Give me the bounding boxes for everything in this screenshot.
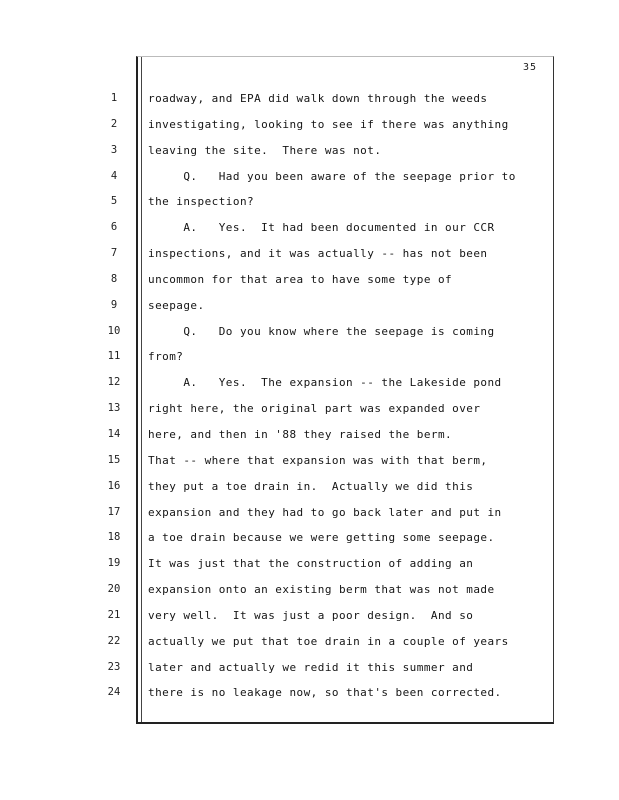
line-number: 5 [110, 195, 118, 208]
line-number: 16 [107, 479, 121, 492]
transcript-line: here, and then in '88 they raised the berm. [148, 427, 453, 441]
line-number: 24 [107, 686, 121, 699]
transcript-line: there is no leakage now, so that's been corrected. [148, 686, 502, 700]
line-number: 11 [107, 350, 121, 363]
transcript-line: uncommon for that area to have some type of [148, 272, 453, 286]
transcript-line: later and actually we redid it this summer and [148, 660, 474, 674]
line-number: 2 [110, 117, 118, 130]
transcript-line: very well. It was just a poor design. And so [148, 608, 474, 622]
line-number: 22 [107, 634, 121, 647]
transcript-line: the inspection? [148, 195, 255, 209]
line-number: 4 [110, 169, 118, 182]
line-number: 23 [107, 660, 121, 673]
transcript-line: actually we put that toe drain in a couple of years [148, 634, 509, 648]
line-number: 3 [110, 143, 118, 156]
transcript-line: seepage. [148, 298, 205, 312]
line-number: 17 [107, 505, 121, 518]
line-number: 10 [107, 324, 121, 337]
line-number: 20 [107, 583, 121, 596]
transcript-line: A. Yes. It had been documented in our CCR [148, 221, 495, 235]
line-number: 18 [107, 531, 121, 544]
transcript-line: right here, the original part was expanded over [148, 402, 481, 416]
transcript-line: they put a toe drain in. Actually we did this [148, 479, 474, 493]
transcript-line: expansion and they had to go back later and put in [148, 505, 502, 519]
line-number: 13 [107, 402, 121, 415]
transcript-line: a toe drain because we were getting some seepage. [148, 531, 495, 545]
transcript-text [148, 86, 548, 706]
line-number: 15 [107, 453, 121, 466]
transcript-line: from? [148, 350, 184, 364]
transcript-line: leaving the site. There was not. [148, 143, 382, 157]
transcript-line: roadway, and EPA did walk down through the weeds [148, 92, 488, 105]
transcript-line: That -- where that expansion was with that berm, [148, 453, 488, 467]
line-number-column [100, 86, 128, 706]
transcript-line: It was just that the construction of adding an [148, 557, 474, 571]
transcript-line: Q. Do you know where the seepage is coming [148, 324, 495, 338]
transcript-line: A. Yes. The expansion -- the Lakeside pond [148, 376, 502, 390]
line-number: 7 [110, 247, 118, 260]
line-number: 8 [110, 272, 118, 285]
transcript-line: Q. Had you been aware of the seepage prior to [148, 169, 516, 183]
line-number: 14 [107, 427, 121, 440]
line-number: 6 [110, 221, 118, 234]
transcript-line: expansion onto an existing berm that was not made [148, 583, 495, 597]
line-number: 1 [110, 92, 118, 104]
transcript-line: inspections, and it was actually -- has not been [148, 247, 488, 261]
transcript-line: investigating, looking to see if there was anything [148, 117, 509, 131]
page-number: 35 [522, 62, 537, 73]
line-number: 19 [107, 557, 121, 570]
line-number: 12 [107, 376, 121, 389]
line-number: 9 [110, 298, 118, 311]
line-number: 21 [107, 608, 121, 621]
